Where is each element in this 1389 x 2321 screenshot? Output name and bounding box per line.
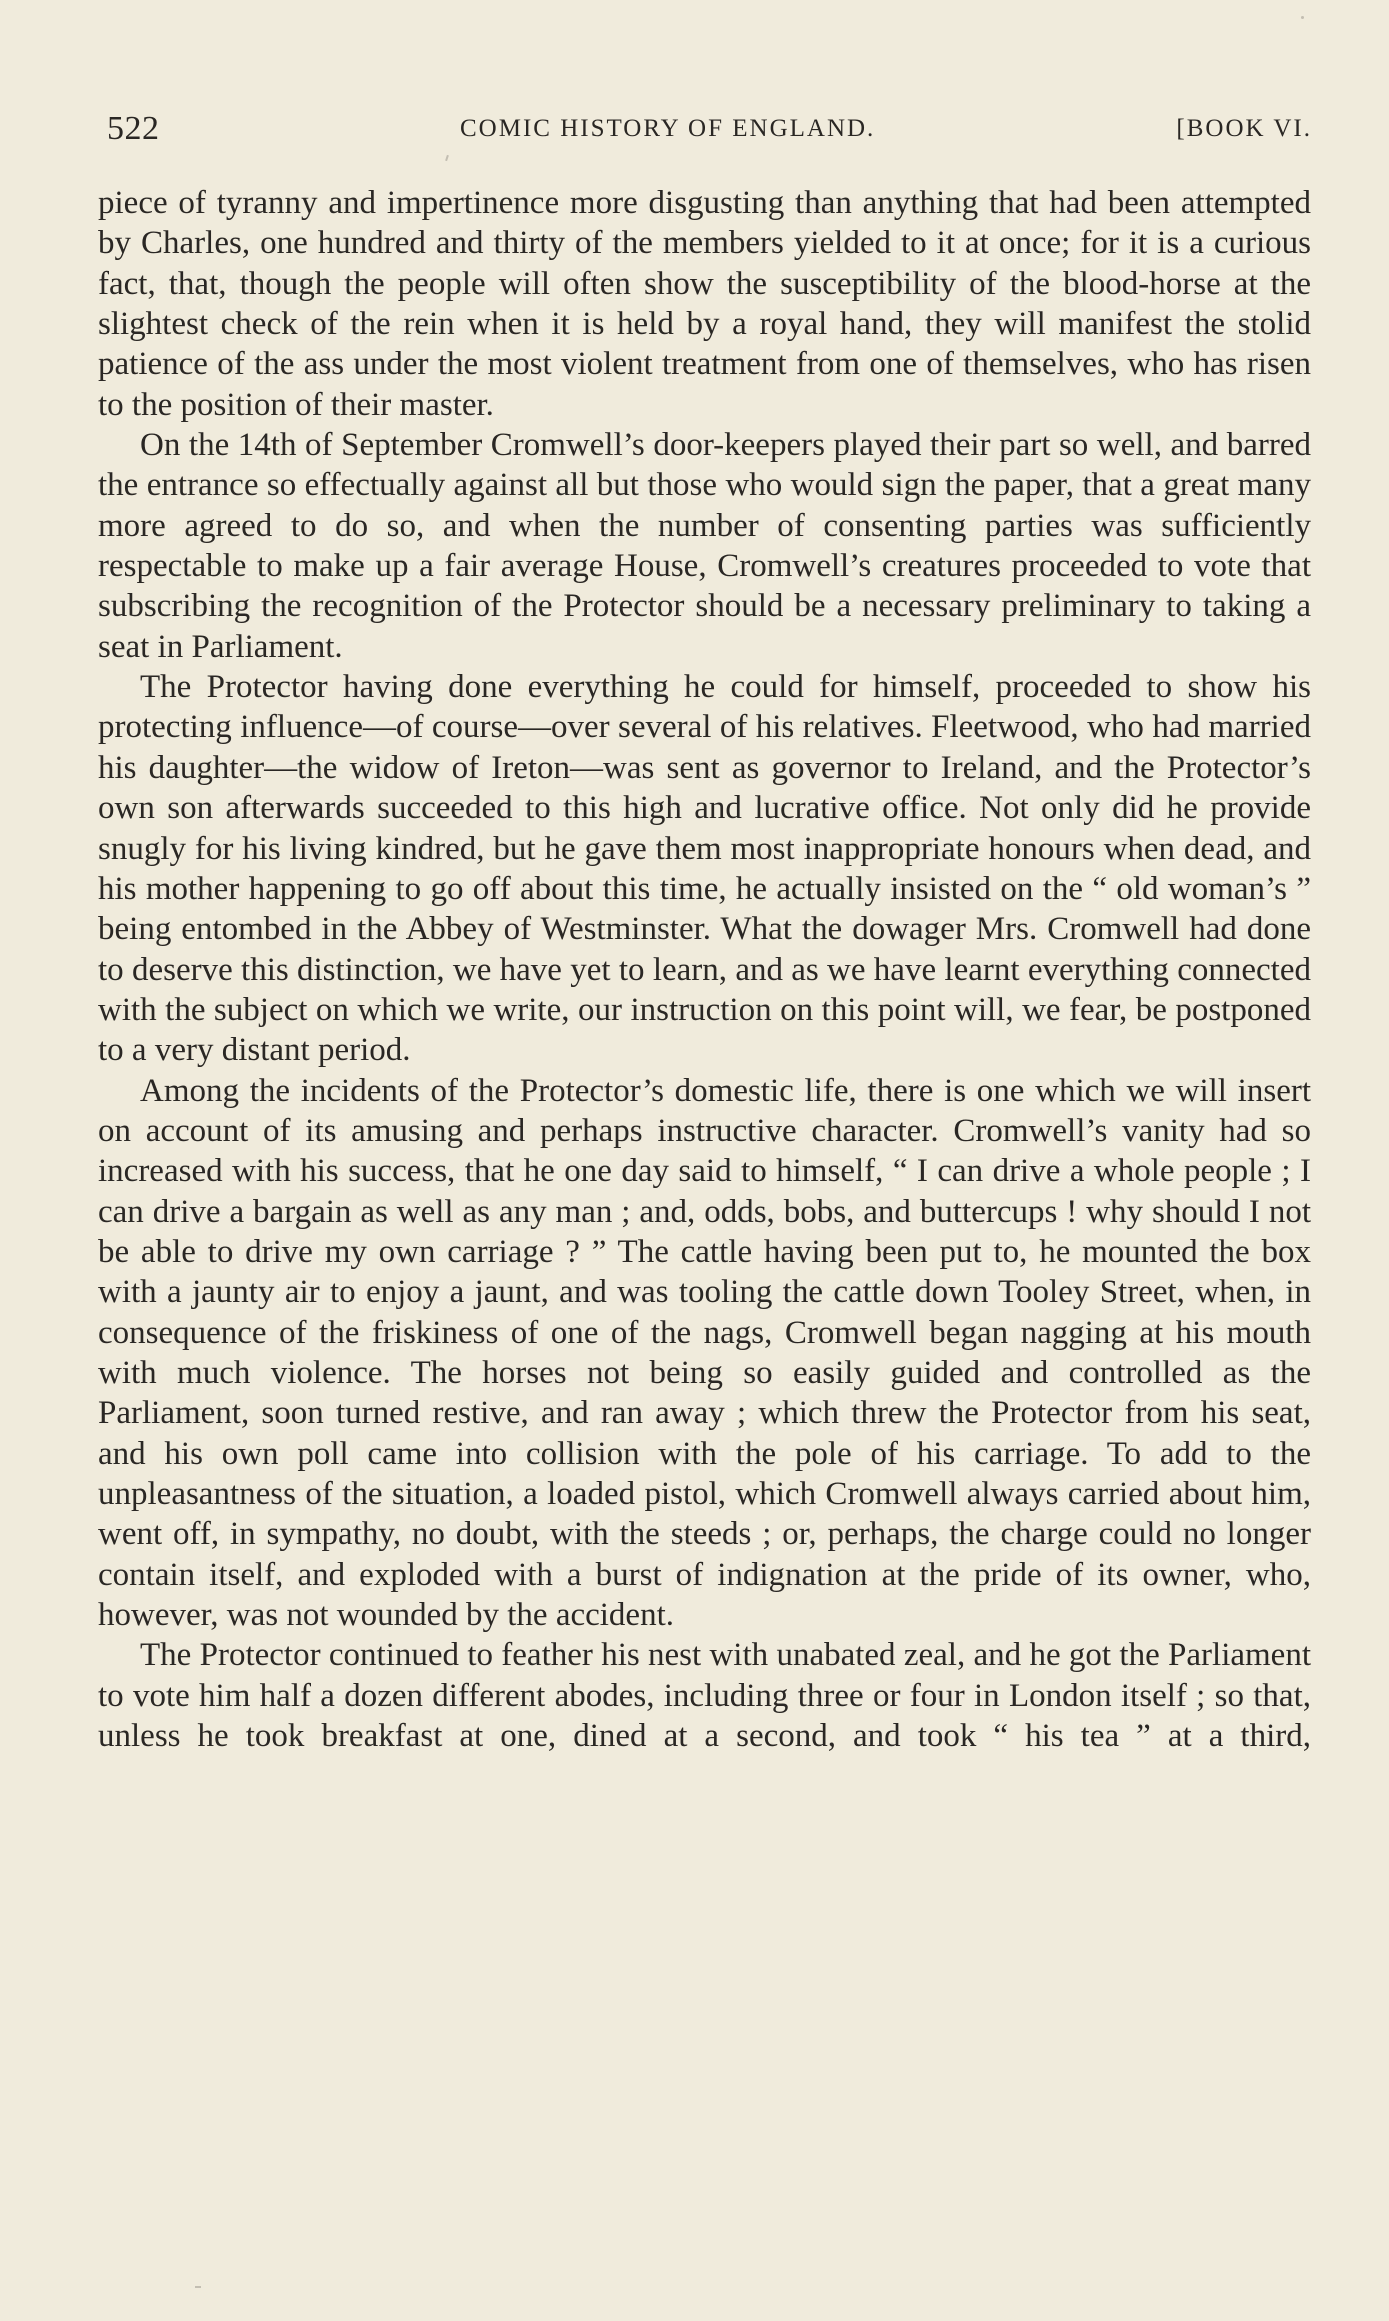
page-number: 522 xyxy=(107,110,160,147)
paragraph-carriage-incident: Among the incidents of the Protector’s domestic life, there is one which we will insert on account of its amusing and perhaps instructive character. Cromwell’s vanity had so increased with his success, that he one day said to himself, “ I can drive a whole people ; I can drive a bargain as well as any man ; and, odds, bobs, and buttercups ! why should I not be able to drive my own carriage ? ” The cattle having been put to, he mounted the box with a jaunty air to enjoy a jaunt, and was tooling the cattle down Tooley Street, when, in consequence of the friskiness of one of the nags, Cromwell began nagging at his mouth with much violence. The horses not being so easily guided and controlled as the Parliament, soon turned restive, and ran away ; which threw the Protector from his seat, and his own poll came into collision with the pole of his carriage. To add to the unpleasantness of the situation, a loaded pistol, which Cromwell always carried about him, went off, in sympathy, no doubt, with the steeds ; or, perhaps, the charge could no longer contain itself, and exploded with a burst of indignation at the pride of its owner, who, however, was not wounded by the accident. xyxy=(98,1072,1311,1634)
main-text xyxy=(98,183,1311,1756)
running-title: COMIC HISTORY OF ENGLAND. xyxy=(460,115,876,142)
paragraph-relatives: The Protector having done everything he could for himself, proceeded to show his protecting influence—of course—over several of his relatives. Fleetwood, who had married his daughter—the widow of Ireton—was sent as governor to Ireland, and the Protector’s own son afterwards succeeded to this high and lucrative office. Not only did he provide snugly for his living kindred, but he gave them most inappropriate honours when dead, and his mother happening to go off about this time, he actually insisted on the “ old woman’s ” being entombed in the Abbey of Westminster. What the dowager Mrs. Cromwell had done to deserve this distinction, we have yet to learn, and as we have learnt everything connected with the subject on which we write, our instruction on this point will, we fear, be postponed to a very distant period. xyxy=(98,669,1311,1069)
paper-speck xyxy=(445,155,449,161)
paragraph-abodes: The Protector continued to feather his nest with unabated zeal, and he got the Parliament to vote him half a dozen different abodes, including three or four in London itself ; so that, unless he took breakfast at one, dined at a second, and took “ his tea ” at a third, xyxy=(98,1637,1311,1755)
paragraph-door-keepers: On the 14th of September Cromwell’s door-keepers played their part so well, and barred the entrance so effectually against all but those who would sign the paper, that a great many more agreed to do so, and when the number of consenting parties was sufficiently respectable to make up a fair average House, Cromwell’s creatures proceeded to vote that subscribing the recognition of the Protector should be a necessary preliminary to taking a seat in Parliament. xyxy=(98,427,1311,665)
section-label: [BOOK VI. xyxy=(1176,115,1312,142)
paragraph-continuation: piece of tyranny and impertinence more disgusting than anything that had been attempted by Charles, one hundred and thirty of the members yielded to it at once; for it is a curious fact, that, though the people will often show the susceptibility of the blood-horse at the slightest check of the rein when it is held by a royal hand, they will manifest the stolid patience of the ass under the most violent treatment from one of themselves, who has risen to the position of their master. xyxy=(98,185,1311,423)
page-header xyxy=(107,104,1312,154)
paper-speck xyxy=(195,2286,201,2288)
paper-speck xyxy=(1301,16,1304,19)
